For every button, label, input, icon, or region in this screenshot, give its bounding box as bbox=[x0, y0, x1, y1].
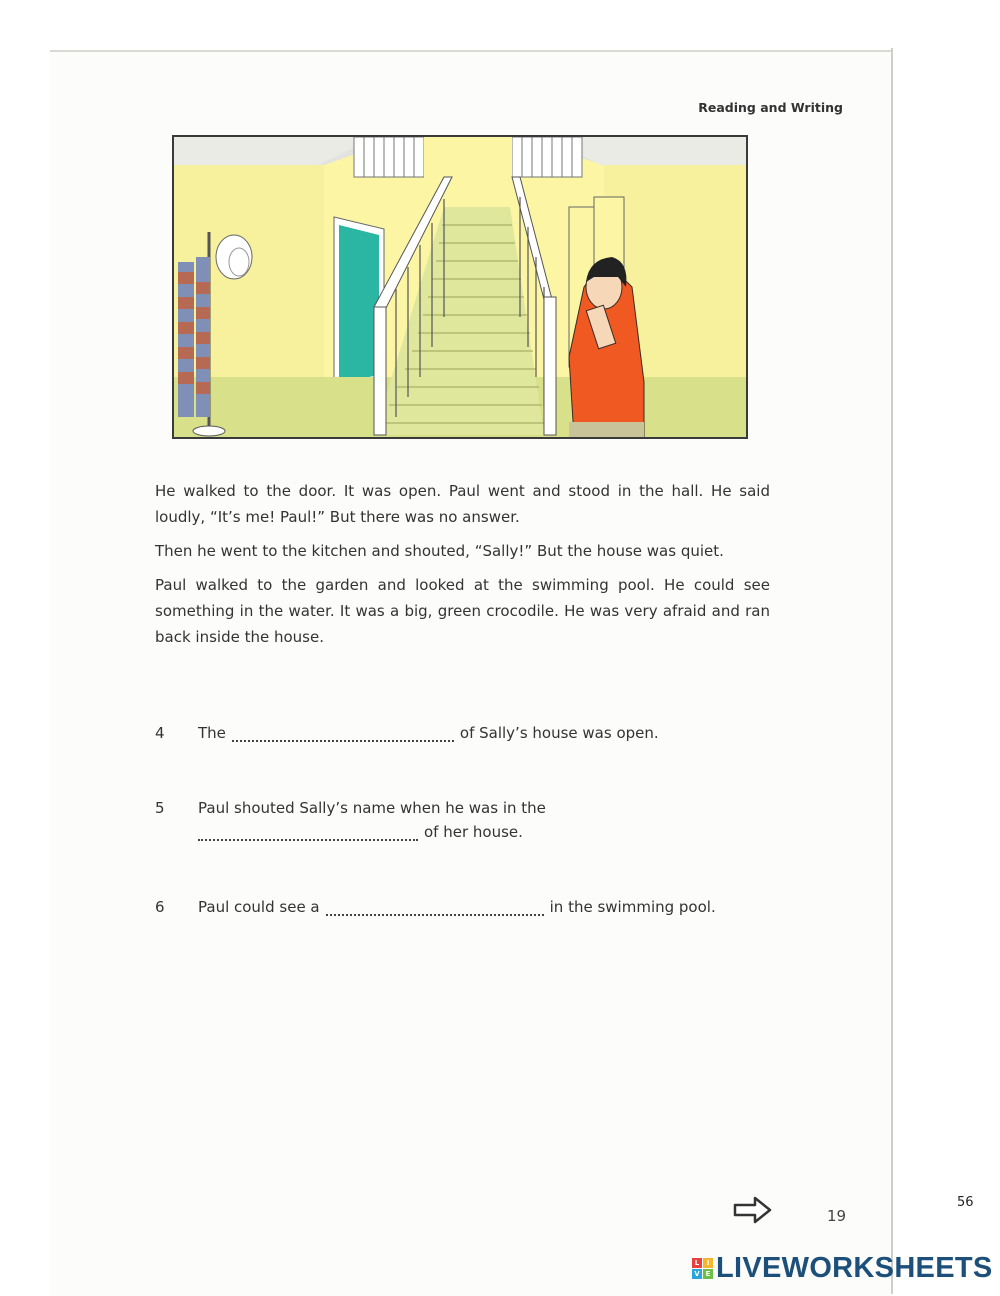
question-5 bbox=[155, 799, 755, 849]
passage-paragraph: He walked to the door. It was open. Paul went and stood in the hall. He said loudly, “It’s me! Paul!” But there was no answer. bbox=[155, 482, 770, 526]
arrow-right-icon[interactable] bbox=[733, 1196, 773, 1228]
brand-logo-letter: E bbox=[703, 1269, 713, 1279]
question-6 bbox=[155, 898, 775, 922]
brand-logo-letter: V bbox=[692, 1269, 702, 1279]
page-edge bbox=[891, 48, 893, 1294]
question-number: 5 bbox=[155, 799, 165, 817]
question-number: 4 bbox=[155, 724, 165, 742]
section-title: Reading and Writing bbox=[698, 100, 843, 115]
question-text: The bbox=[198, 724, 226, 742]
brand-logo-icon bbox=[692, 1258, 713, 1279]
page-number: 19 bbox=[827, 1207, 847, 1225]
question-text: in the swimming pool. bbox=[549, 898, 716, 916]
question-number: 6 bbox=[155, 898, 165, 916]
brand-name: LIVEWORKSHEETS bbox=[716, 1251, 993, 1284]
worksheet-number: 56 bbox=[957, 1195, 974, 1210]
hallway-staircase-illustration bbox=[172, 135, 748, 439]
reading-passage bbox=[155, 478, 770, 658]
question-text: of her house. bbox=[424, 823, 523, 841]
question-text: Paul shouted Sally’s name when he was in the bbox=[198, 799, 546, 817]
answer-blank[interactable] bbox=[198, 827, 418, 841]
passage-paragraph: Then he went to the kitchen and shouted, “Sally!” But the house was quiet. bbox=[155, 542, 724, 560]
question-text: of Sally’s house was open. bbox=[459, 724, 659, 742]
brand-logo-letter: L bbox=[692, 1258, 702, 1268]
brand-logo-letter: I bbox=[703, 1258, 713, 1268]
answer-blank[interactable] bbox=[232, 728, 454, 742]
question-4 bbox=[155, 724, 755, 748]
answer-blank[interactable] bbox=[326, 902, 544, 916]
passage-paragraph: Paul walked to the garden and looked at the swimming pool. He could see something in the water. It was a big, green crocodile. He was very afraid and ran back inside the house. bbox=[155, 576, 770, 646]
liveworksheets-logo bbox=[692, 1253, 993, 1283]
question-text: Paul could see a bbox=[198, 898, 320, 916]
